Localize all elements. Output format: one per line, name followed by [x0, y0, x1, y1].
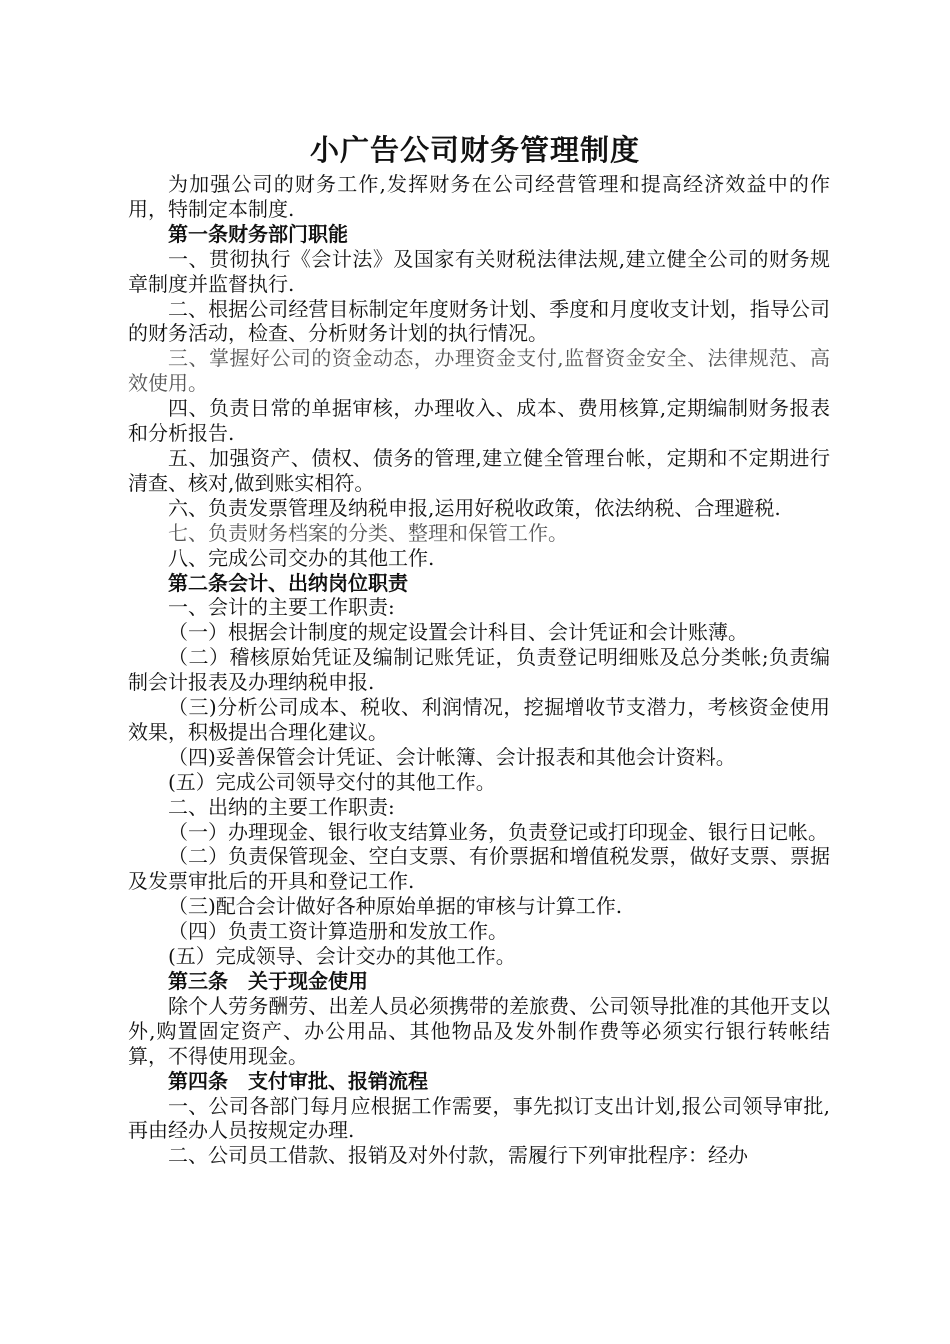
paragraph: （四）负责工资计算造册和发放工作。	[168, 919, 508, 944]
paragraph: 除个人劳务酬劳、出差人员必须携带的差旅费、公司领导批准的其他开支以外,购置固定资产、办公用品、其他物品及发外制作费等必须实行银行转帐结算，不得使用现金。	[128, 993, 830, 1068]
paragraph: (五）完成领导、会计交办的其他工作。	[168, 944, 516, 969]
section-heading: 第一条财务部门职能	[168, 221, 348, 246]
document-body	[128, 172, 830, 1168]
paragraph: 二、根据公司经营目标制定年度财务计划、季度和月度收支计划，指导公司的财务活动，检查、分析财务计划的执行情况。	[128, 296, 830, 346]
section-heading: 第二条会计、出纳岗位职责	[168, 570, 408, 595]
paragraph: 六、负责发票管理及纳税申报,运用好税收政策，依法纳税、合理避税.	[168, 495, 781, 520]
paragraph: 三、掌握好公司的资金动态，办理资金支付,监督资金安全、法律规范、高效使用。	[128, 346, 830, 396]
paragraph: 五、加强资产、债权、债务的管理,建立健全管理台帐，定期和不定期进行清查、核对,做到账实相符。	[128, 445, 830, 495]
paragraph: 二、出纳的主要工作职责:	[168, 794, 395, 819]
paragraph: 四、负责日常的单据审核，办理收入、成本、费用核算,定期编制财务报表和分析报告.	[128, 396, 830, 446]
paragraph: 七、负责财务档案的分类、整理和保管工作。	[168, 520, 568, 545]
paragraph: 一、会计的主要工作职责:	[168, 595, 395, 620]
paragraph: (五）完成公司领导交付的其他工作。	[168, 769, 496, 794]
section-heading: 第四条 支付审批、报销流程	[168, 1068, 428, 1093]
paragraph: 一、公司各部门每月应根据工作需要，事先拟订支出计划,报公司领导审批,再由经办人员按规定办理.	[128, 1093, 830, 1143]
paragraph: 为加强公司的财务工作,发挥财务在公司经营管理和提高经济效益中的作用，特制定本制度.	[128, 172, 830, 221]
paragraph: 八、完成公司交办的其他工作.	[168, 545, 435, 570]
paragraph: （二）稽核原始凭证及编制记账凭证，负责登记明细账及总分类帐;负责编制会计报表及办理纳税申报.	[128, 645, 830, 695]
paragraph: （四)妥善保管会计凭证、会计帐簿、会计报表和其他会计资料。	[168, 744, 736, 769]
paragraph: 一、贯彻执行《会计法》及国家有关财税法律法规,建立健全公司的财务规章制度并监督执行.	[128, 246, 830, 296]
paragraph: （一）根据会计制度的规定设置会计科目、会计凭证和会计账薄。	[168, 620, 748, 645]
paragraph: （一）办理现金、银行收支结算业务，负责登记或打印现金、银行日记帐。	[168, 819, 828, 844]
document-title: 小广告公司财务管理制度	[309, 133, 640, 167]
paragraph: （二）负责保管现金、空白支票、有价票据和增值税发票，做好支票、票据及发票审批后的开具和登记工作.	[128, 844, 830, 894]
paragraph: （三)分析公司成本、税收、利润情况，挖掘增收节支潜力，考核资金使用效果，积极提出合理化建议。	[128, 695, 830, 744]
section-heading: 第三条 关于现金使用	[168, 969, 368, 993]
paragraph: 二、公司员工借款、报销及对外付款，需履行下列审批程序：经办	[168, 1143, 748, 1168]
paragraph: （三)配合会计做好各种原始单据的审核与计算工作.	[168, 894, 623, 919]
